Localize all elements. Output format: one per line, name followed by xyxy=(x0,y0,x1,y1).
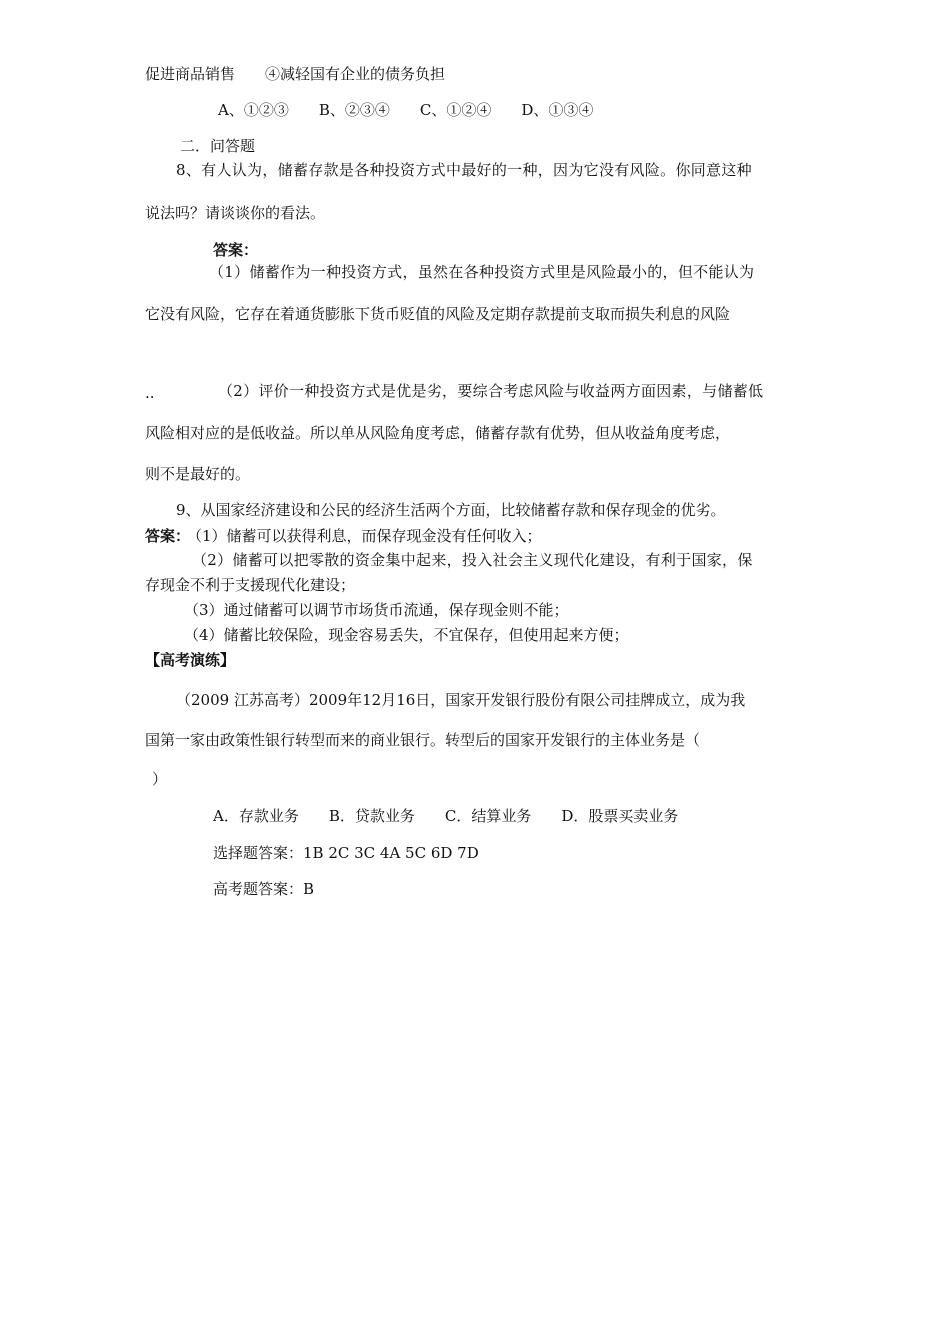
q8-answer-2-line1: （2）评价一种投资方式是优是劣，要综合考虑风险与收益两方面因素，与储蓄低 xyxy=(218,382,764,400)
q8-answer-2-line2: 风险相对应的是低收益。所以单从风险角度考虑，储蓄存款有优势，但从收益角度考虑， xyxy=(145,424,731,442)
gaokao-question-line1: （2009 江苏高考）2009年12月16日，国家开发银行股份有限公司挂牌成立，成为我 xyxy=(176,691,746,709)
gaokao-heading: 【高考演练】 xyxy=(145,651,236,669)
q7-options-line: 促进商品销售 ④减轻国有企业的债务负担 xyxy=(145,65,446,83)
q9-answer-2-line2: 存现金不利于支援现代化建设； xyxy=(145,576,356,594)
q9-answer-label: 答案： xyxy=(145,527,191,545)
q8-answer-label: 答案： xyxy=(213,241,259,259)
q8-line1: 8、有人认为，储蓄存款是各种投资方式中最好的一种，因为它没有风险。你同意这种 xyxy=(176,161,752,179)
q8-answer-1-line1: （1）储蓄作为一种投资方式，虽然在各种投资方式里是风险最小的，但不能认为 xyxy=(209,263,755,281)
q8-line2: 说法吗？请谈谈你的看法。 xyxy=(145,204,326,222)
gaokao-answer-key: 高考题答案：B xyxy=(213,880,315,898)
mc-answer-key: 选择题答案：1B 2C 3C 4A 5C 6D 7D xyxy=(213,844,479,862)
gaokao-question-line2: 国第一家由政策性银行转型而来的商业银行。转型后的国家开发银行的主体业务是（ xyxy=(145,731,701,749)
q8-answer-1-line2: 它没有风险，它存在着通货膨胀下货币贬值的风险及定期存款提前支取而损失利息的风险 xyxy=(145,305,731,323)
section-heading: 二．问答题 xyxy=(180,137,256,155)
q9-line1: 9、从国家经济建设和公民的经济生活两个方面，比较储蓄存款和保存现金的优劣。 xyxy=(176,501,726,519)
q9-answer-4: （4）储蓄比较保险，现金容易丢失，不宜保存，但使用起来方便； xyxy=(184,626,629,644)
q8-answer-2-line3: 则不是最好的。 xyxy=(145,465,251,483)
q9-answer-2-line1: （2）储蓄可以把零散的资金集中起来，投入社会主义现代化建设，有利于国家，保 xyxy=(192,551,753,569)
gaokao-choices: A．存款业务 B．贷款业务 C．结算业务 D．股票买卖业务 xyxy=(213,807,679,825)
q9-answer-3: （3）通过储蓄可以调节市场货币流通，保存现金则不能； xyxy=(184,601,569,619)
q8-answer-2-prefix: .. xyxy=(145,384,155,402)
q7-choices: A、①②③ B、②③④ C、①②④ D、①③④ xyxy=(218,101,594,119)
q9-answer-1: （1）储蓄可以获得利息，而保存现金没有任何收入； xyxy=(187,527,542,545)
gaokao-question-line3: ） xyxy=(152,770,168,788)
